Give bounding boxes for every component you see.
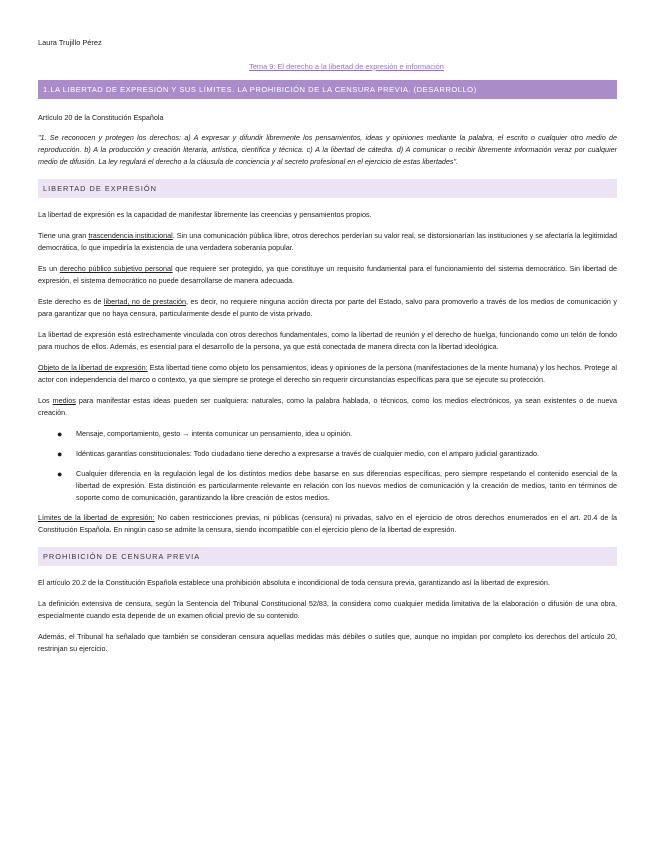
bullet-list bbox=[38, 428, 617, 504]
underlined-term: Objeto de la libertad de expresión: bbox=[38, 363, 148, 372]
list-item: ● Idénticas garantías constitucionales: Todo ciudadano tiene derecho a expresarse a través de cualquier medio, con el amparo judicial garantizado. bbox=[57, 449, 539, 459]
paragraph: Tiene una gran trascendencia institucional. Sin una comunicación pública libre, otros derechos perderían su valor real, se distorsionarían las instituciones y se afectaría la legitimidad democrática, lo que impediría la existencia de una verdadera soberanía popular. bbox=[38, 231, 617, 252]
underlined-term: trascendencia institucional bbox=[88, 231, 173, 240]
underlined-term: libertad, no de prestación bbox=[103, 297, 187, 306]
underlined-term: Límites de la libertad de expresión: bbox=[38, 513, 155, 522]
bullet-icon: ● bbox=[57, 449, 63, 459]
paragraph: Es un derecho público subjetivo personal que requiere ser protegido, ya que constituye un requisito fundamental para el funcionamiento del sistema democrático. Sin libertad de expresión, el sistema democrático no puede desarrollarse de manera adecuada. bbox=[38, 264, 617, 285]
paragraph: Además, el Tribunal ha señalado que también se consideran censura aquellas medidas más débiles o sutiles que, aunque no impidan por completo los derechos del artículo 20, restrinjan su ejercicio. bbox=[38, 632, 617, 653]
paragraph: La libertad de expresión está estrechamente vinculada con otros derechos fundamentales, como la libertad de reunión y el derecho de huelga, funcionando como un telón de fondo para muchos de ellos. Además, es esencial para el desarrollo de la persona, ya que está conectada de manera directa con la libertad ideológica. bbox=[38, 330, 617, 351]
bullet-icon: ● bbox=[57, 469, 63, 479]
bullet-icon: ● bbox=[57, 429, 63, 439]
topic-title: Tema 9: El derecho a la libertad de expresión e información bbox=[249, 62, 444, 71]
paragraph: La definición extensiva de censura, según la Sentencia del Tribunal Constitucional 52/83, la considera como cualquier medida limitativa de la elaboración o difusión de una obra, especialmente cuando esta depende de un examen oficial previo de su contenido. bbox=[38, 599, 617, 620]
paragraph: El artículo 20.2 de la Constitución Española establece una prohibición absoluta e incondicional de toda censura previa, garantizando así la libertad de expresión. bbox=[38, 578, 550, 587]
author-name: Laura Trujillo Pérez bbox=[38, 38, 102, 47]
underlined-term: derecho público subjetivo personal bbox=[59, 264, 173, 273]
article-quote: "1. Se reconocen y protegen los derechos: a) A expresar y difundir libremente los pensamientos, ideas y opiniones mediante la palabra, el escrito o cualquier otro medio de reproducción. b) A la producción y creación literaria, artística, científica y técnica. c) A la libertad de cátedra. d) A comunicar o recibir libremente información veraz por cualquier medio de difusión. La ley regulará el derecho a la cláusula de conciencia y al secreto profesional en el ejercicio de estas libertades". bbox=[38, 133, 617, 166]
paragraph: Límites de la libertad de expresión: No caben restricciones previas, ni públicas (censura) ni privadas, salvo en el ejercicio de otros derechos enumerados en el art. 20.4 de la Constitución Española. En ningún caso se admite la censura, siendo incompatible con el ejercicio pleno de la libertad de expresión. bbox=[38, 513, 617, 534]
list-item: ● Cualquier diferencia en la regulación legal de los distintos medios debe basarse en sus diferencias específicas, pero siempre respetando el contenido esencial de la libertad de expresión. Esta distinción es particularmente relevante en relación con los nuevos medios de comunicación y la creación de medios, tanto en términos de soporte como de comunicación, garantizando la libre creación de estos medios. bbox=[57, 469, 617, 502]
underlined-term: medios bbox=[52, 396, 76, 405]
paragraph: Este derecho es de libertad, no de prestación, es decir, no requiere ninguna acción directa por parte del Estado, salvo para promoverlo a través de los medios de comunicación y para garantizar que no haya censura, particularmente desde el punto de vista privado. bbox=[38, 297, 617, 318]
heading-libertad: LIBERTAD DE EXPRESIÓN bbox=[38, 179, 617, 198]
list-item: ● Mensaje, comportamiento, gesto → intenta comunicar un pensamiento, idea u opinión. bbox=[57, 429, 353, 439]
paragraph: Los medios para manifestar estas ideas pueden ser cualquiera: naturales, como la palabra hablada, o técnicos, como los medios electrónicos, ya sean existentes o de nueva creación. bbox=[38, 396, 618, 417]
section-title-band: 1.LA LIBERTAD DE EXPRESIÓN Y SUS LÍMITES. LA PROHIBICIÓN DE LA CENSURA PREVIA. (DESARROLLO) bbox=[38, 80, 617, 99]
paragraph: La libertad de expresión es la capacidad de manifestar libremente las creencias y pensamientos propios. bbox=[38, 210, 372, 219]
heading-censura: PROHIBICIÓN DE CENSURA PREVIA bbox=[38, 547, 617, 566]
quote-source: Artículo 20 de la Constitución Española bbox=[38, 113, 164, 122]
paragraph: Objeto de la libertad de expresión: Esta libertad tiene como objeto los pensamientos, ideas y opiniones de la persona (manifestaciones de la mente humana) y los hechos. Protege al actor con independencia del marco o contexto, ya que siempre se protege el derecho sin requerir circunstancias específicas para que se ejecute su protección. bbox=[38, 363, 617, 384]
